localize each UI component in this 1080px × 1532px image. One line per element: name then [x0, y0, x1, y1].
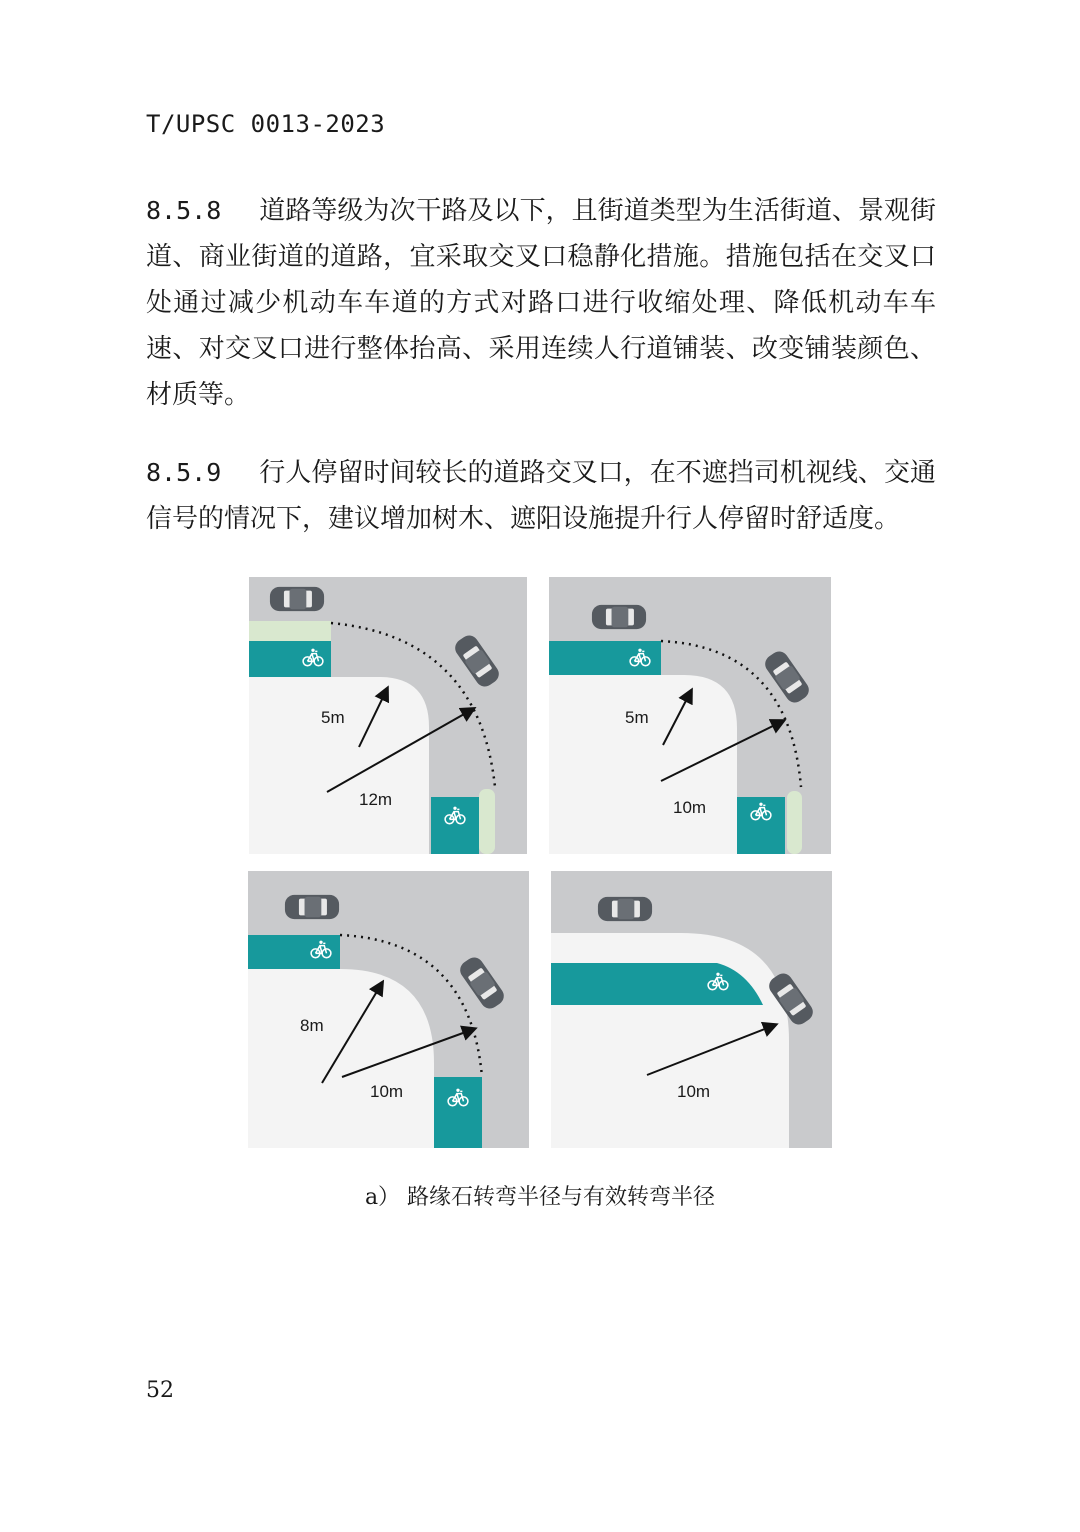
standard-code: T/UPSC 0013-2023: [146, 110, 386, 138]
page-number: 52: [146, 1378, 174, 1403]
section-8-5-9: [146, 450, 936, 542]
section-text: 行人停留时间较长的道路交叉口，在不遮挡司机视线、交通信号的情况下，建议增加树木、遮阳设施提升行人停留时舒适度。: [146, 458, 936, 534]
curb-radius-label: 5m: [625, 708, 649, 727]
curb-radius-label: 8m: [300, 1016, 324, 1035]
effective-radius-label: 10m: [677, 1082, 711, 1101]
car-icon: [598, 897, 652, 921]
diagram-panel-b: [549, 577, 831, 854]
effective-radius-label: 12m: [359, 790, 393, 809]
effective-radius-label: 10m: [370, 1082, 404, 1101]
effective-radius-label: 10m: [673, 798, 707, 817]
car-icon: [285, 895, 339, 919]
curb-radius-label: 5m: [321, 708, 345, 727]
diagram-panel-a: [249, 577, 527, 854]
car-icon: [270, 587, 324, 611]
section-number: 8.5.8: [146, 196, 222, 225]
section-8-5-8: [146, 188, 936, 418]
figure-caption: a） 路缘石转弯半径与有效转弯半径: [364, 1185, 716, 1210]
section-text: 道路等级为次干路及以下，且街道类型为生活街道、景观街道、商业街道的道路，宜采取交叉口稳静化措施。措施包括在交叉口处通过减少机动车车道的方式对路口进行收缩处理、降低机动车车速、对交叉口进行整体抬高、采用连续人行道铺装、改变铺装颜色、材质等。: [146, 196, 936, 410]
diagram-panel-d: [551, 871, 832, 1148]
car-icon: [592, 605, 646, 629]
diagram-panel-c: [248, 871, 529, 1148]
section-number: 8.5.9: [146, 458, 222, 487]
